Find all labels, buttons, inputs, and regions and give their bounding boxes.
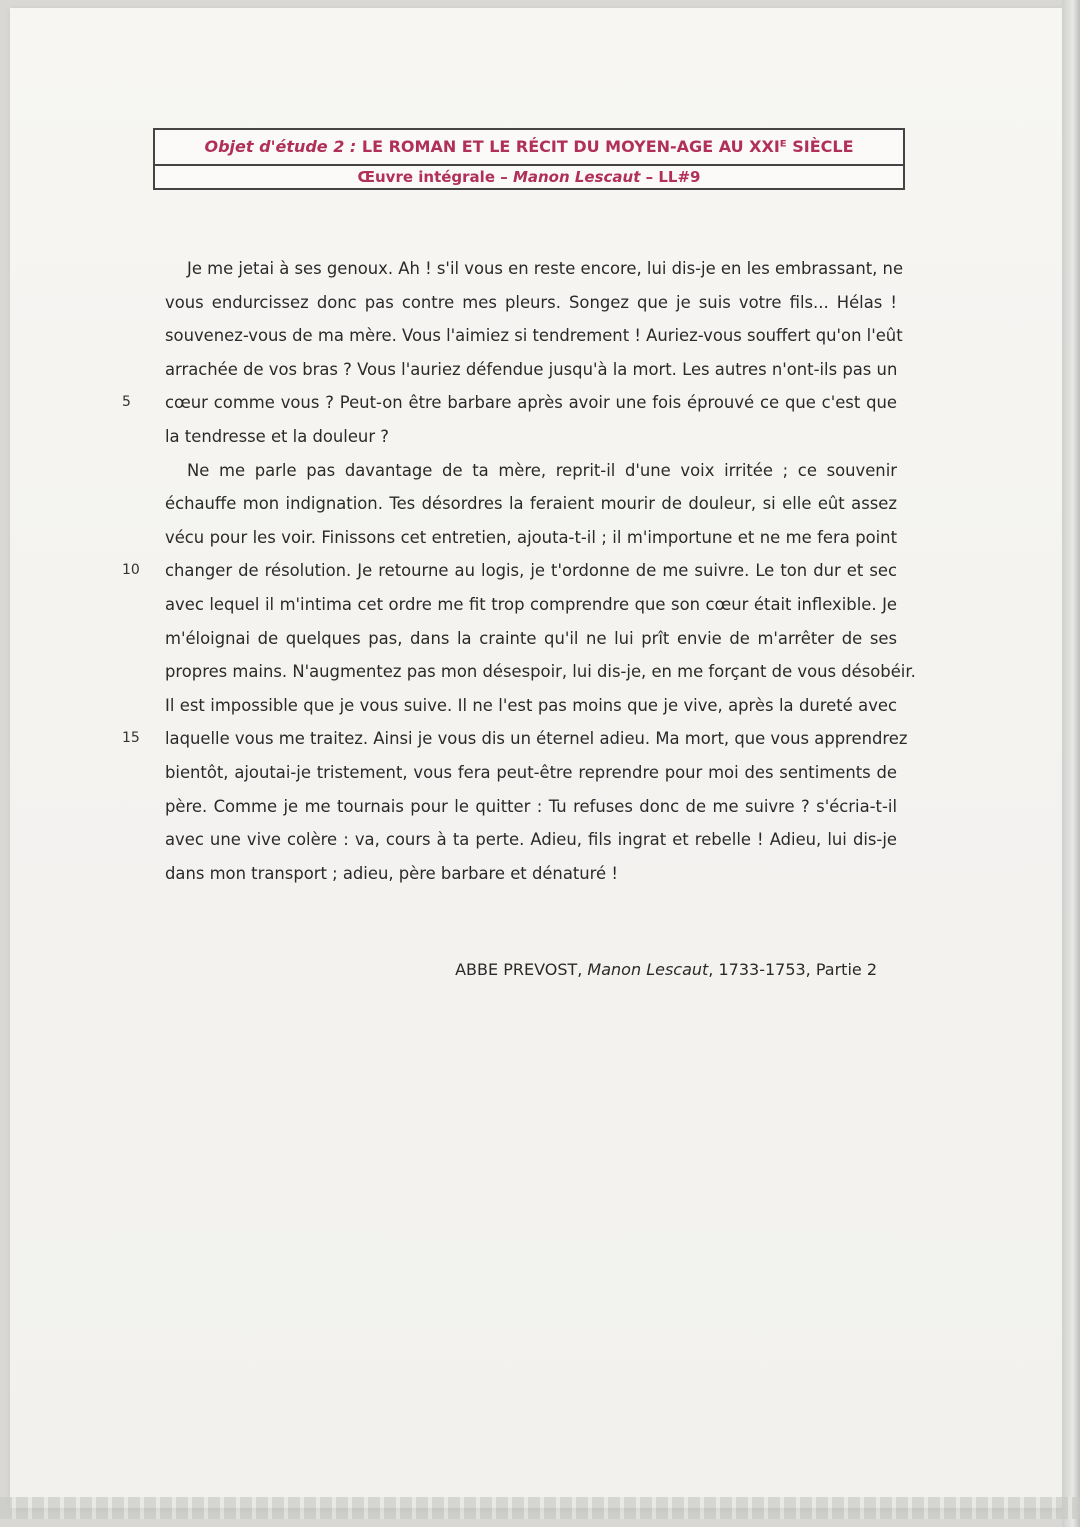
- text-line: père. Comme je me tournais pour le quitter : Tu refuses donc de me suivre ? s'écria-t-il: [165, 796, 897, 816]
- work-title: Manon Lescaut: [512, 168, 641, 186]
- work-subheading-lead: Œuvre intégrale –: [357, 168, 513, 186]
- text-line: m'éloignai de quelques pas, dans la crainte qu'il ne lui prît envie de m'arrêter de ses: [165, 628, 897, 648]
- text-line: propres mains. N'augmentez pas mon désespoir, lui dis-je, en me forçant de vous désobéir.: [165, 662, 916, 682]
- text-line: dans mon transport ; adieu, père barbare et dénaturé !: [165, 863, 618, 883]
- line-number-5: 5: [122, 394, 131, 410]
- text-line: Je me jetai à ses genoux. Ah ! s'il vous en reste encore, lui dis-je en les embrassant, ne: [187, 259, 904, 278]
- study-object-heading: [155, 130, 903, 166]
- binder-strip: [0, 1497, 1080, 1519]
- document-page: [10, 8, 1062, 1508]
- text-line: laquelle vous me traitez. Ainsi je vous dis un éternel adieu. Ma mort, que vous apprendrez: [165, 729, 908, 749]
- work-subheading: [155, 166, 903, 188]
- text-line: avec une vive colère : va, cours à ta perte. Adieu, fils ingrat et rebelle ! Adieu, lui dis-je: [165, 830, 897, 850]
- text-line: avec lequel il m'intima cet ordre me fit trop comprendre que son cœur était inflexible. Je: [165, 594, 897, 614]
- text-line: cœur comme vous ? Peut-on être barbare après avoir une fois éprouvé ce que c'est que: [165, 393, 897, 413]
- source-author: ABBE PREVOST,: [455, 960, 588, 979]
- text-line: Ne me parle pas davantage de ta mère, reprit-il d'une voix irritée ; ce souvenir: [187, 460, 897, 480]
- text-line: bientôt, ajoutai-je tristement, vous fera peut-être reprendre pour moi des sentiments de: [165, 762, 897, 782]
- text-line: changer de résolution. Je retourne au logis, je t'ordonne de me suivre. Le ton dur et sec: [165, 561, 897, 581]
- source-details: , 1733-1753, Partie 2: [708, 960, 877, 979]
- text-line: souvenez-vous de ma mère. Vous l'aimiez si tendrement ! Auriez-vous souffert qu'on l'eût: [165, 326, 903, 346]
- text-line: échauffe mon indignation. Tes désordres la feraient mourir de douleur, si elle eût assez: [165, 494, 897, 514]
- study-object-lead: Objet d'étude 2 :: [204, 137, 362, 156]
- work-subheading-tail: – LL#9: [640, 168, 701, 186]
- text-line: Il est impossible que je vous suive. Il ne l'est pas moins que je vive, après la dureté avec: [165, 695, 897, 715]
- excerpt-text: [165, 252, 916, 890]
- text-line: vous endurcissez donc pas contre mes pleurs. Songez que je suis votre fils... Hélas !: [165, 292, 897, 312]
- line-number-10: 10: [122, 562, 140, 578]
- text-line: arrachée de vos bras ? Vous l'auriez défendue jusqu'à la mort. Les autres n'ont-ils pas un: [165, 359, 898, 379]
- plastic-sleeve-edge: [1062, 0, 1080, 1527]
- source-citation: [455, 960, 877, 979]
- text-line: vécu pour les voir. Finissons cet entretien, ajouta-t-il ; il m'importune et ne me fera point: [165, 527, 897, 547]
- source-work: Manon Lescaut: [587, 960, 709, 979]
- header-box: [153, 128, 905, 190]
- text-line: la tendresse et la douleur ?: [165, 426, 389, 446]
- line-number-15: 15: [122, 730, 140, 746]
- study-object-title: LE ROMAN ET LE RÉCIT DU MOYEN-AGE AU XXIᴱ SIÈCLE: [361, 137, 854, 156]
